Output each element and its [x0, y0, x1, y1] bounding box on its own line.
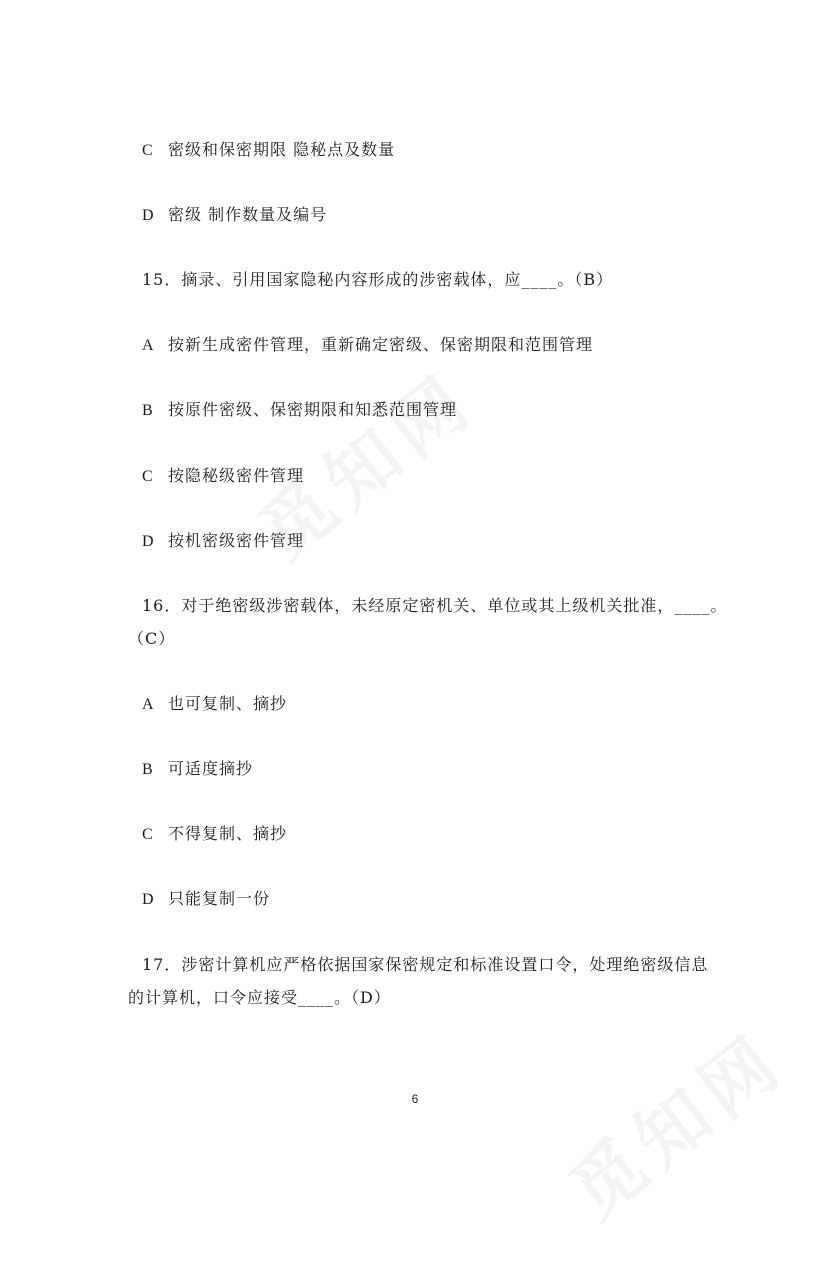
option-letter: D: [142, 207, 155, 224]
page-number: 6: [411, 1092, 419, 1106]
option-line: [142, 334, 593, 357]
question-line: 16．对于绝密级涉密载体，未经原定密机关、单位或其上级机关批准，____。: [142, 596, 728, 615]
option-text: 按新生成密件管理，重新确定密级、保密期限和范围管理: [168, 335, 594, 354]
question-line: （C）: [128, 629, 176, 648]
option-line: [142, 888, 270, 911]
option-text: 按机密级密件管理: [168, 531, 305, 550]
option-line: [142, 399, 457, 422]
option-letter: A: [142, 696, 155, 713]
option-line: [142, 139, 395, 162]
option-letter: A: [142, 337, 155, 354]
option-letter: C: [142, 826, 154, 843]
option-letter: C: [142, 468, 154, 485]
option-letter: B: [142, 761, 154, 778]
option-text: 密级和保密期限 隐秘点及数量: [168, 140, 396, 159]
option-line: [142, 204, 327, 227]
option-letter: C: [142, 142, 154, 159]
question-line: 15．摘录、引用国家隐秘内容形成的涉密载体，应____。（B）: [142, 270, 614, 289]
option-text: 可适度摘抄: [168, 759, 254, 778]
option-letter: B: [142, 402, 154, 419]
option-line: [142, 693, 287, 716]
option-line: [142, 823, 287, 846]
option-text: 只能复制一份: [168, 889, 271, 908]
option-text: 也可复制、摘抄: [168, 694, 288, 713]
option-text: 密级 制作数量及编号: [168, 205, 328, 224]
question-line: 17．涉密计算机应严格依据国家保密规定和标准设置口令，处理绝密级信息: [142, 955, 709, 974]
watermark: [545, 958, 830, 1281]
question-line: 的计算机，口令应接受____。（D）: [128, 988, 391, 1007]
option-text: 不得复制、摘抄: [168, 824, 288, 843]
option-letter: D: [142, 891, 155, 908]
option-line: [142, 530, 304, 553]
option-line: [142, 465, 304, 488]
option-text: 按原件密级、保密期限和知悉范围管理: [168, 400, 458, 419]
option-text: 按隐秘级密件管理: [168, 466, 305, 485]
option-letter: D: [142, 533, 155, 550]
option-line: [142, 758, 253, 781]
